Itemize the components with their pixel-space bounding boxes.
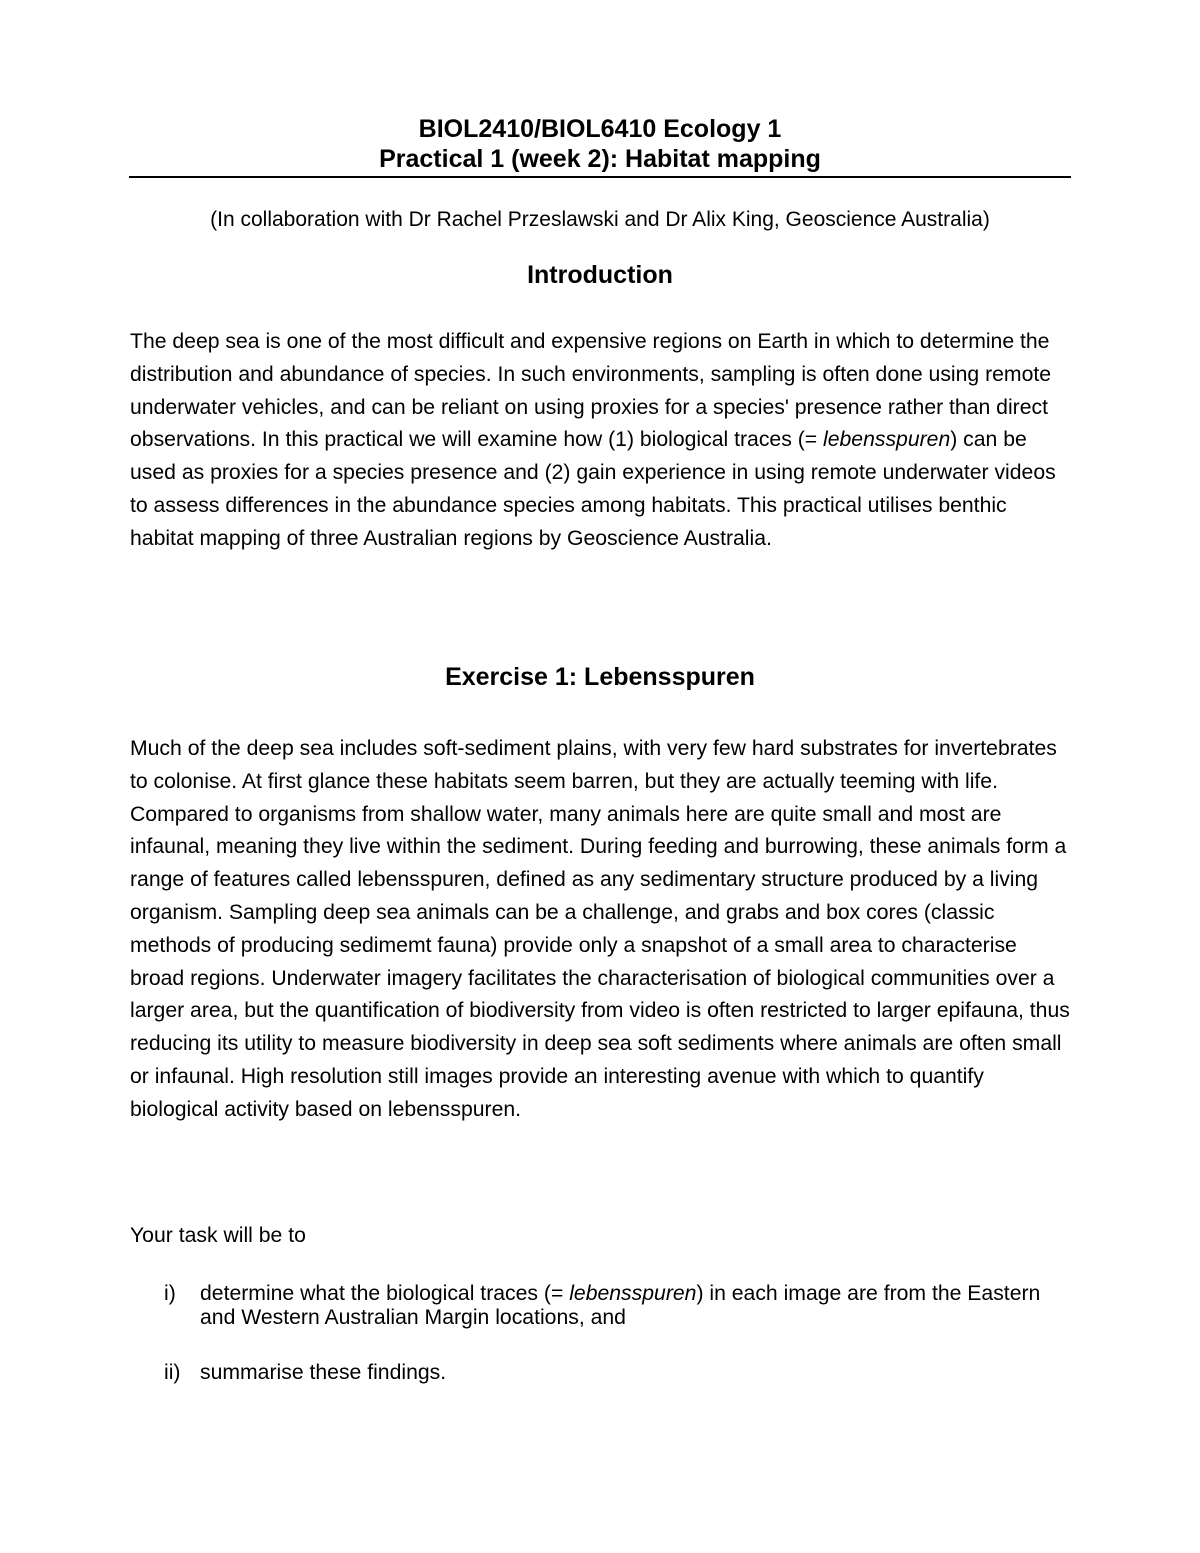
exercise1-heading: Exercise 1: Lebensspuren (445, 663, 755, 691)
list-item-text (200, 1361, 1060, 1385)
course-title: BIOL2410/BIOL6410 Ecology 1 (418, 115, 782, 143)
introduction-text-part1: The deep sea is one of the most difficult and expensive regions on Earth in which to determine the distribution and abundance of species. In such environments, sampling is often done using remote underwater vehicles, and can be reliant on using proxies for a species' presence rather than direct observations. In this practical we will examine how (1) biological traces (= (130, 330, 1052, 452)
collaboration-note: (In collaboration with Dr Rachel Przeslawski and Dr Alix King, Geoscience Australia) (210, 208, 990, 231)
task-intro: Your task will be to (130, 1224, 306, 1247)
task-text-part2: ) in each image are from the Eastern and Western Australian Margin locations, and (200, 1282, 1041, 1329)
exercise1-body: Much of the deep sea includes soft-sediment plains, with very few hard substrates for invertebrates to colonise. At first glance these habitats seem barren, but they are actually teeming with life. Compared to organisms from shallow water, many animals here are quite small and most are infaunal, meaning they live within the sediment. During feeding and burrowing, these animals form a range of features called lebensspuren, defined as any sedimentary structure produced by a living organism. Sampling deep sea animals can be a challenge, and grabs and box cores (classic methods of producing sedimemt fauna) provide only a snapshot of a small area to characterise broad regions. Underwater imagery facilitates the characterisation of biological communities over a larger area, but the quantification of biodiversity from video is often restricted to larger epifauna, thus reducing its utility to measure biodiversity in deep sea soft sediments where animals are often small or infaunal. High resolution still images provide an interesting avenue with which to quantify biological activity based on lebensspuren. (130, 737, 1070, 1121)
task-text-part1: determine what the biological traces (= (200, 1282, 570, 1305)
introduction-text-part2: ) can be used as proxies for a species presence and (2) gain experience in using remote underwater videos to assess differences in the abundance species among habitats. This practical utilises benthic habitat mapping of three Australian regions by Geoscience Australia. (130, 428, 1056, 550)
document-title-block (129, 114, 1071, 178)
task-italic-term: lebensspuren (569, 1282, 697, 1305)
introduction-italic-term: lebensspuren (823, 428, 951, 452)
introduction-heading: Introduction (527, 261, 673, 289)
task-text-part1: summarise these findings. (200, 1361, 447, 1384)
practical-title: Practical 1 (week 2): Habitat mapping (379, 145, 821, 173)
list-item-text (200, 1282, 1060, 1330)
exercise1-paragraph (130, 733, 1070, 1127)
list-marker: ii) (164, 1361, 181, 1384)
list-marker: i) (164, 1282, 176, 1305)
introduction-paragraph (130, 326, 1070, 556)
